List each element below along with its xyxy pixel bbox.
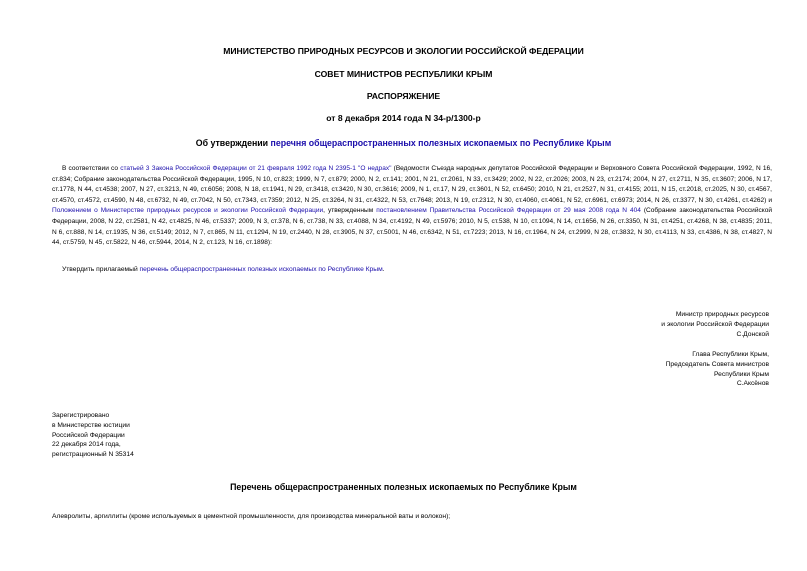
minister-title-2: и экологии Российской Федерации [661,320,769,328]
preamble-text-1: В соответствии со [62,165,121,172]
preamble-text-3: , утвержденным [323,207,377,215]
government-decree-link[interactable]: постановлением Правительства Российской Федерации от 29 мая 2008 года N 404 [376,207,641,215]
ministry-heading: МИНИСТЕРСТВО ПРИРОДНЫХ РЕСУРСОВ И ЭКОЛОГИИ РОССИЙСКОЙ ФЕДЕРАЦИИ [223,46,584,56]
head-title-2: Председатель Совета министров [665,360,769,368]
approve-list-link[interactable]: перечень общераспространенных полезных ископаемых по Республике Крым [139,266,383,273]
date-number-heading: от 8 декабря 2014 года N 34-р/1300-р [326,113,481,123]
document-type-heading: РАСПОРЯЖЕНИЕ [366,91,441,101]
approve-suffix: . [382,266,385,273]
council-heading: СОВЕТ МИНИСТРОВ РЕСПУБЛИКИ КРЫМ [314,69,493,79]
minister-signature [661,310,769,339]
annex-title: Перечень общераспространенных полезных ископаемых по Республике Крым [230,482,577,492]
annex-first-item: Алевролиты, аргиллиты (кроме используемых в цементной промышленности, для производства минеральной ваты и волокон); [52,513,451,520]
head-title-1: Глава Республики Крым, [692,351,769,358]
head-name: С.Аксёнов [736,380,769,388]
head-of-republic-signature [666,350,769,389]
registration-line-4: 22 декабря 2014 года, [52,441,121,449]
law-article-link[interactable]: статьей 3 Закона Российской Федерации от 21 февраля 1992 года N 2395-1 "О недрах" [120,165,392,172]
preamble-paragraph [52,164,772,249]
approve-prefix: Утвердить прилагаемый [62,266,140,273]
ministry-regulation-link[interactable]: Положением о Министерстве природных ресурсов и экологии Российской Федерации [52,207,324,215]
approve-paragraph [62,266,385,273]
registration-line-1: Зарегистрировано [52,412,110,419]
document-title [0,138,807,148]
preamble-text-4: (Собрание законодательства Российской Федерации, 2008, N 22, ст.2581, N 42, ст.4825, N 46, ст.5337; 2009, N 3, ст.378, N 6, ст.738, N 33, ст.4088, N 34, ст.4192, N 49, ст.5976; 2010, N 5, ст.538, N 10, ст.1094, N 14, ст.1656, N 26, ст.3350, N 31, ст.4251, ст.4268, N 38, ст.4835; 2011, N 6, ст.888, N 14, ст.1935, N 36, ст.5149; 2012, N 7, ст.865, N 11, ст.1294, N 19, ст.2440, N 28, ст.3905, N 37, ст.5001, N 46, ст.6342, N 51, ст.7223; 2013, N 16, ст.1964, N 24, ст.2999, N 28, ст.3832, N 30, ст.4113, N 33, ст.4386, N 38, ст.4827, N 44, ст.5759, N 45, ст.5822, N 46, ст.5944, 2014, N 2, ст.123, N 16, ст.1898): [52,207,772,247]
registration-block [52,411,134,460]
minister-title-1: Министр природных ресурсов [675,311,769,318]
title-list-link[interactable]: перечня общераспространенных полезных ископаемых по Республике Крым [270,138,612,148]
title-prefix: Об утверждении [195,138,271,148]
registration-line-5: регистрационный N 35314 [52,451,134,459]
head-title-3: Республики Крым [714,370,769,378]
registration-line-3: Российской Федерации [52,431,125,439]
minister-name: С.Донской [736,330,769,338]
registration-line-2: в Министерстве юстиции [52,421,130,429]
preamble-text-2: (Ведомости Съезда народных депутатов Российской Федерации и Верховного Совета Российской Федерации, 1992, N 16, ст.834; Собрание законодательства Российской Федерации, 1995, N 10, ст.823; 1999, N 7, ст.879; 2000, N 2, ст.141; 2001, N 21, ст.2061, N 33, ст.3429; 2002, N 22, ст.2026; 2003, N 23, ст.2174; 2004, N 27, ст.2711, N 35, ст.3607; 2006, N 17, ст.1778, N 44, ст.4538; 2007, N 27, ст.3213, N 49, ст.6056; 2008, N 18, ст.1941, N 29, ст.3418, ст.3420, N 30, ст.3616; 2009, N 1, ст.17, N 29, ст.3601, N 52, ст.6450; 2010, N 21, ст.2527, N 31, ст.4155; 2011, N 15, ст.2018, ст.2025, N 30, ст.4567, ст.4570, ст.4572, ст.4590, N 48, ст.6732, N 49, ст.7042, N 50, ст.7343, ст.7359; 2012, N 25, ст.3264, N 31, ст.4322, N 53, ст.7648; 2013, N 19, ст.2312, N 30, ст.4060, ст.4061, N 52, ст.6961, ст.6973; 2014, N 26, ст.3377, N 30, ст.4261, ст.4262) и [52,165,772,204]
